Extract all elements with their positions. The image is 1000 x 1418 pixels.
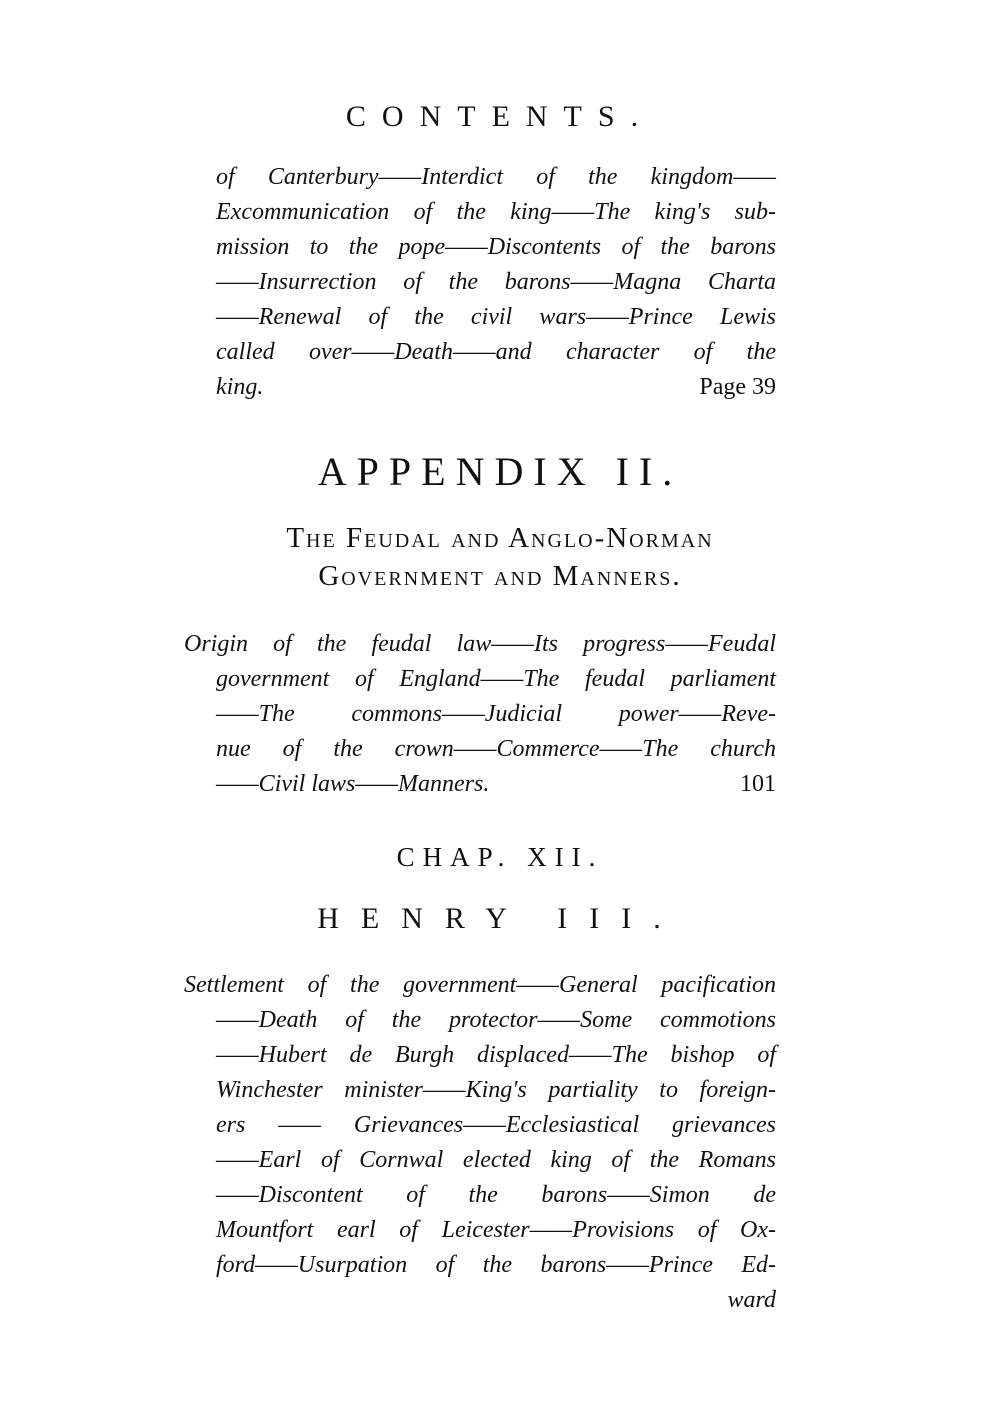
summary-line: ——Discontent of the barons——Simon de: [216, 1182, 776, 1208]
summary-line: king.: [216, 374, 264, 400]
summary-line: Winchester minister——King's partiality to foreign-: [216, 1077, 776, 1103]
summary-line: ——Renewal of the civil wars——Prince Lewis: [216, 304, 776, 330]
summary-line: ——Insurrection of the barons——Magna Charta: [216, 269, 776, 295]
appendix-summary: [184, 627, 776, 802]
summary-last-line: [216, 767, 776, 802]
page-reference: Page 39: [699, 374, 776, 400]
summary-line: of Canterbury——Interdict of the kingdom——: [216, 164, 776, 190]
page-reference: 101: [740, 771, 776, 797]
summary-line: government of England——The feudal parliament: [216, 666, 776, 692]
chapter-label: CHAP. XII.: [396, 842, 604, 872]
chapter-xi-summary: [216, 160, 776, 405]
summary-line: ——Death of the protector——Some commotions: [216, 1007, 776, 1033]
summary-line: ——Earl of Cornwal elected king of the Romans: [216, 1147, 776, 1173]
appendix-subtitle-line-1: The Feudal and Anglo-Norman: [286, 522, 714, 554]
appendix-heading: APPENDIX II.: [317, 449, 683, 494]
summary-line: ——Hubert de Burgh displaced——The bishop of: [216, 1042, 776, 1068]
king-heading: HENRY III.: [317, 902, 683, 935]
summary-line: nue of the crown——Commerce——The church: [216, 736, 776, 762]
summary-line: Settlement of the government——General pacification: [184, 972, 776, 998]
summary-last-line: [216, 370, 776, 405]
summary-line: ——Civil laws——Manners.: [216, 771, 490, 797]
appendix-subtitle-line-2: Government and Manners.: [318, 560, 682, 592]
summary-line: mission to the pope——Discontents of the barons: [216, 234, 776, 260]
chapter-xii-summary: [184, 968, 776, 1318]
catchword: ward: [727, 1287, 776, 1313]
catchword-line: [216, 1283, 776, 1318]
running-head: CONTENTS.: [345, 100, 655, 133]
summary-line: ers —— Grievances——Ecclesiastical grievances: [216, 1112, 776, 1138]
summary-line: ford——Usurpation of the barons——Prince Ed-: [216, 1252, 776, 1278]
summary-line: ——The commons——Judicial power——Reve-: [216, 701, 776, 727]
summary-line: Excommunication of the king——The king's sub-: [216, 199, 776, 225]
summary-line: Origin of the feudal law——Its progress——Feudal: [184, 631, 776, 657]
summary-line: called over——Death——and character of the: [216, 339, 776, 365]
summary-line: Mountfort earl of Leicester——Provisions of Ox-: [216, 1217, 776, 1243]
